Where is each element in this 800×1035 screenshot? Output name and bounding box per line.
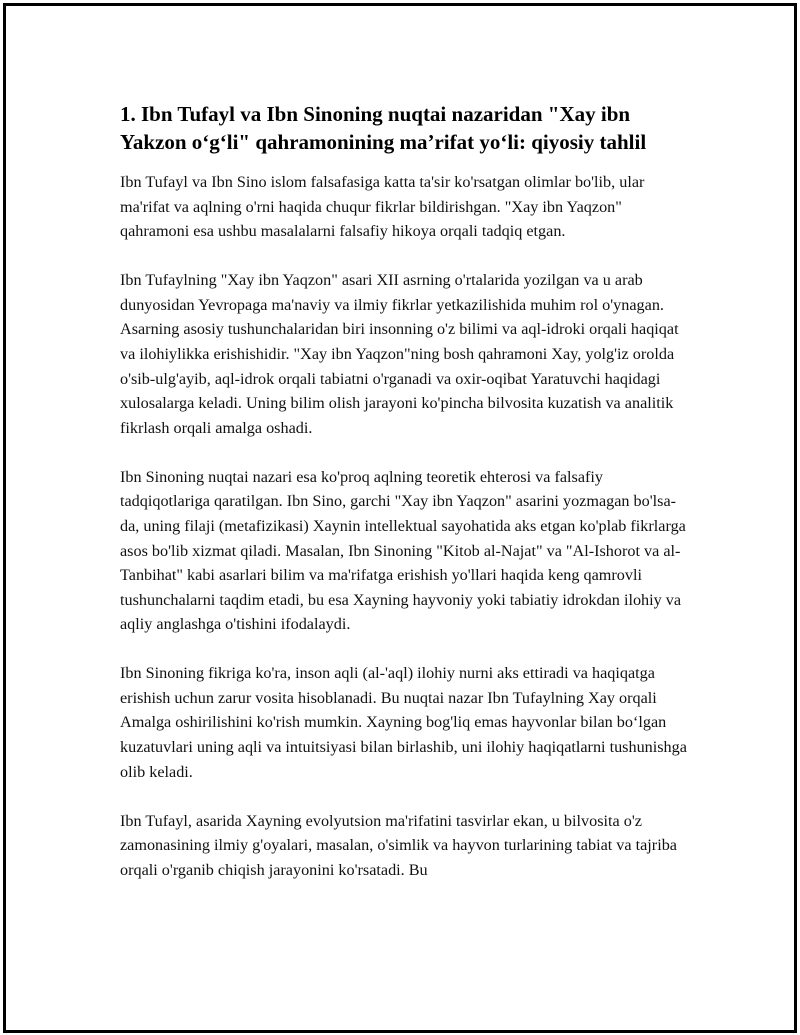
paragraph-4: Ibn Sinoning fikriga ko'ra, inson aqli (al-'aql) ilohiy nurni aks ettiradi va haqiqatga erishish uchun zarur vosita hisoblanadi. Bu nuqtai nazar Ibn Tufaylning Xay orqali Amalga oshirilishini ko'rish mumkin. Xayning bog'liq emas hayvonlar bilan bo‘lgan kuzatuvlari uning aqli va intuitsiyasi bilan birlashib, uni ilohiy haqiqatlarni tushunishga olib keladi. — [120, 664, 687, 781]
document-body — [120, 100, 690, 907]
section-heading: 1. Ibn Tufayl va Ibn Sinoning nuqtai nazaridan "Xay ibn Yakzon o‘g‘li" qahramonining ma’rifat yo‘li: qiyosiy tahlil — [120, 102, 647, 154]
paragraph-1: Ibn Tufayl va Ibn Sino islom falsafasiga katta ta'sir ko'rsatgan olimlar bo'lib, ular ma'rifat va aqlning o'rni haqida chuqur fikrlar bildirishgan. "Xay ibn Yaqzon" qahramoni esa ushbu masalalarni falsafiy hikoya orqali tadqiq etgan. — [120, 173, 645, 241]
document-page — [3, 3, 797, 1033]
paragraph-5: Ibn Tufayl, asarida Xayning evolyutsion ma'rifatini tasvirlar ekan, u bilvosita o'z zamonasining ilmiy g'oyalari, masalan, o'simlik va hayvon turlarining tabiat va tajriba orqali o'rganib chiqish jarayonini ko'rsatadi. Bu — [120, 811, 677, 879]
paragraph-2: Ibn Tufaylning "Xay ibn Yaqzon" asari XII asrning o'rtalarida yozilgan va u arab dunyosidan Yevropaga ma'naviy va ilmiy fikrlar yetkazilishida muhim rol o'ynagan. Asarning asosiy tushunchalaridan biri insonning o'z bilimi va aql-idroki orqali haqiqat va ilohiylikka erishishidir. "Xay ibn Yaqzon"ning bosh qahramoni Xay, yolg'iz orolda o'sib-ulg'ayib, aql-idrok orqali tabiatni o'rganadi va oxir-oqibat Yaratuvchi haqidagi xulosalarga keladi. Uning bilim olish jarayoni ko'pincha bilvosita kuzatish va analitik fikrlash orqali amalga oshadi. — [120, 271, 679, 437]
paragraph-3: Ibn Sinoning nuqtai nazari esa ko'proq aqlning teoretik ehterosi va falsafiy tadqiqotlariga qaratilgan. Ibn Sino, garchi "Xay ibn Yaqzon" asarini yozmagan bo'lsa-da, uning filaji (metafizikasi) Xaynin intellektual sayohatida aks etgan ko'plab fikrlarga asos bo'lib xizmat qiladi. Masalan, Ibn Sinoning "Kitob al-Najat" va "Al-Ishorot va al-Tanbihat" kabi asarlari bilim va ma'rifatga erishish yo'llari haqida keng qamrovli tushunchalarni taqdim etadi, bu esa Xayning hayvoniy yoki tabiatiy idrokdan ilohiy va aqliy anglashga o'tishini ifodalaydi. — [120, 467, 686, 634]
